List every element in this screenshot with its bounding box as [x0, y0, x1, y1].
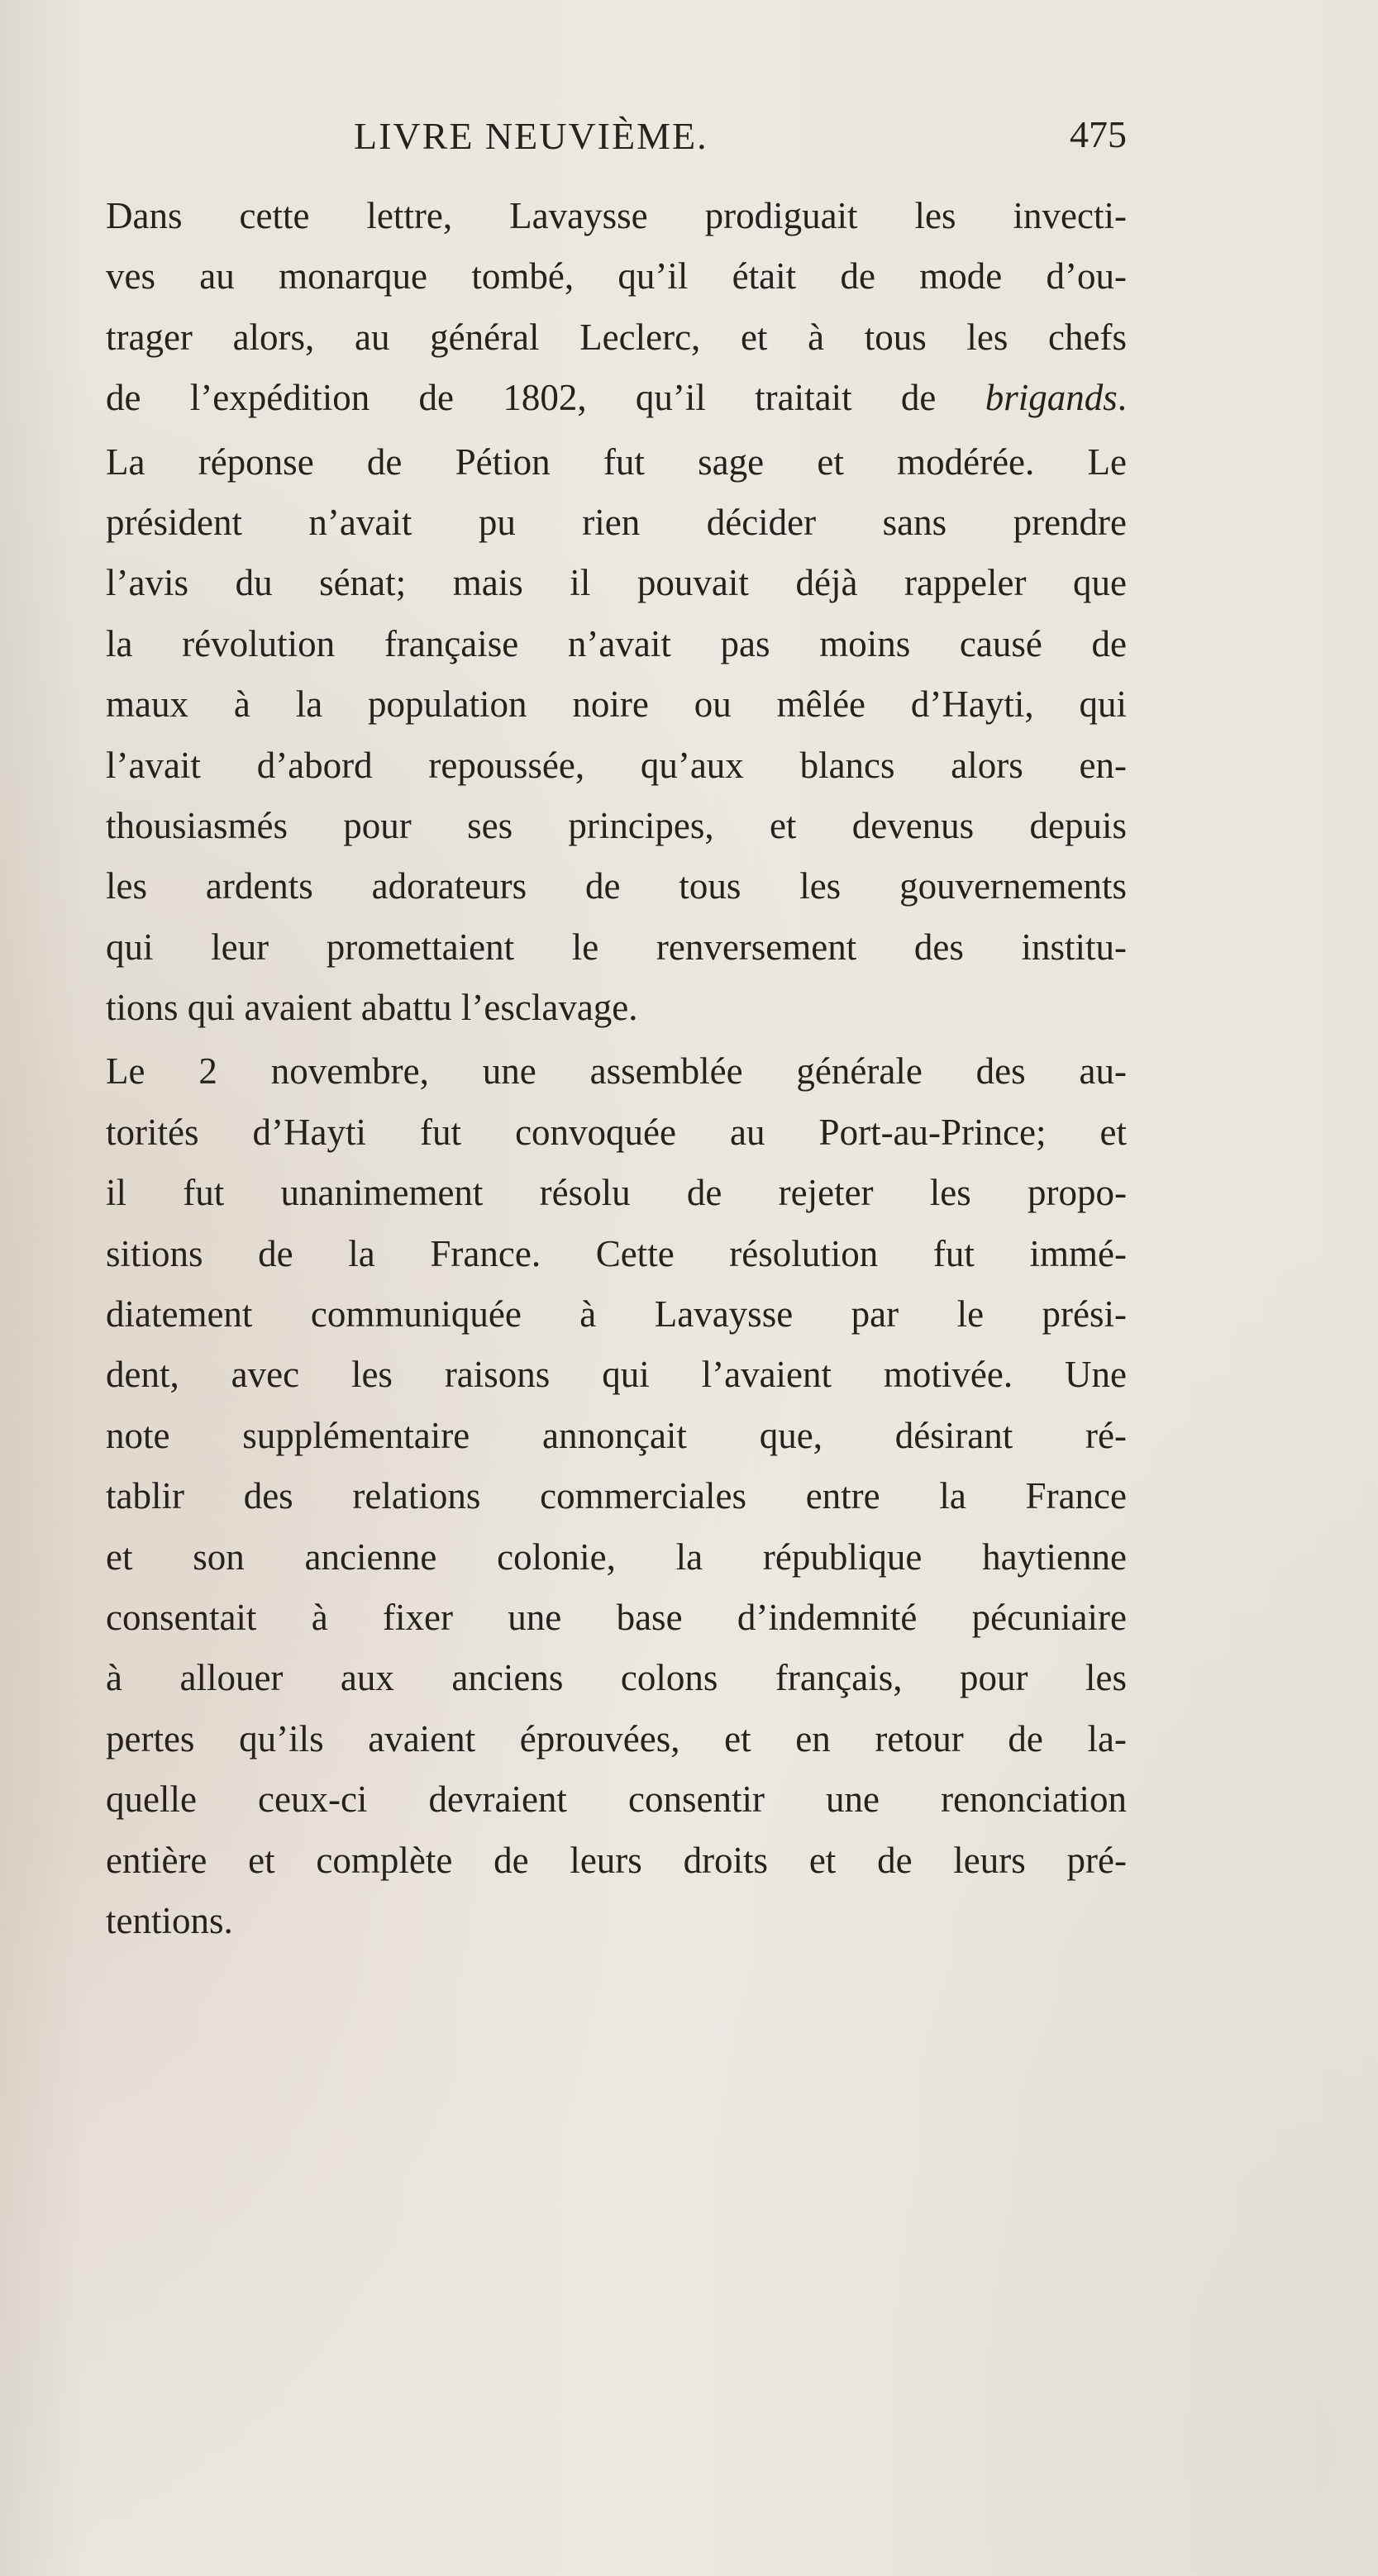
italic-word: brigands [985, 377, 1118, 419]
paragraph-2 [106, 432, 1127, 1039]
text-line: trager alors, au général Leclerc, et à tous les chefs [106, 316, 1127, 358]
text-line: qui leur promettaient le renversement des institu- [106, 926, 1127, 968]
text-line: la révolution française n’avait pas moins causé de [106, 622, 1127, 664]
text-line: tablir des relations commerciales entre la France [106, 1475, 1127, 1517]
text-line: sitions de la France. Cette résolution fut immé- [106, 1232, 1127, 1274]
text-line: l’avis du sénat; mais il pouvait déjà rappeler que [106, 562, 1127, 604]
text-line: pertes qu’ils avaient éprouvées, et en retour de la- [106, 1717, 1127, 1759]
paragraph-3 [106, 1041, 1127, 1951]
text-line: thousiasmés pour ses principes, et devenus depuis [106, 804, 1127, 846]
text-line: note supplémentaire annonçait que, désirant ré- [106, 1414, 1127, 1456]
running-title: LIVRE NEUVIÈME. [354, 115, 708, 157]
text-line: tentions. [106, 1899, 233, 1941]
text-line: quelle ceux-ci devraient consentir une renonciation [106, 1778, 1127, 1821]
text-segment: . [1117, 377, 1127, 419]
text-line: entière et complète de leurs droits et de leurs pré- [106, 1839, 1127, 1881]
text-line: les ardents adorateurs de tous les gouvernements [106, 865, 1127, 907]
text-line: ves au monarque tombé, qu’il était de mode d’ou- [106, 255, 1127, 298]
text-line: l’avait d’abord repoussée, qu’aux blancs alors en- [106, 744, 1127, 786]
body-text [106, 186, 1127, 1951]
text-line: tions qui avaient abattu l’esclavage. [106, 987, 638, 1029]
page-number: 475 [1070, 113, 1127, 155]
paragraph-1 [106, 186, 1127, 429]
text-line: à allouer aux anciens colons français, pour les [106, 1657, 1127, 1699]
text-line [106, 368, 1127, 428]
text-line: diatement communiquée à Lavaysse par le prési- [106, 1293, 1127, 1336]
text-line: dent, avec les raisons qui l’avaient motivée. Une [106, 1354, 1127, 1396]
text-line: Le 2 novembre, une assemblée générale des au- [106, 1050, 1127, 1093]
text-line: Dans cette lettre, Lavaysse prodiguait les invecti- [106, 195, 1127, 236]
text-line: La réponse de Pétion fut sage et modérée. Le [106, 440, 1127, 483]
text-line: président n’avait pu rien décider sans prendre [106, 501, 1127, 543]
text-line: maux à la population noire ou mêlée d’Hayti, qui [106, 683, 1127, 726]
text-segment: de l’expédition de 1802, qu’il traitait de [106, 377, 985, 419]
text-line: et son ancienne colonie, la république haytienne [106, 1536, 1127, 1578]
text-line: torités d’Hayti fut convoquée au Port-au-Prince; et [106, 1111, 1127, 1153]
running-head [106, 107, 1127, 174]
text-line: consentait à fixer une base d’indemnité pécuniaire [106, 1596, 1127, 1638]
text-line: il fut unanimement résolu de rejeter les propo- [106, 1172, 1127, 1214]
